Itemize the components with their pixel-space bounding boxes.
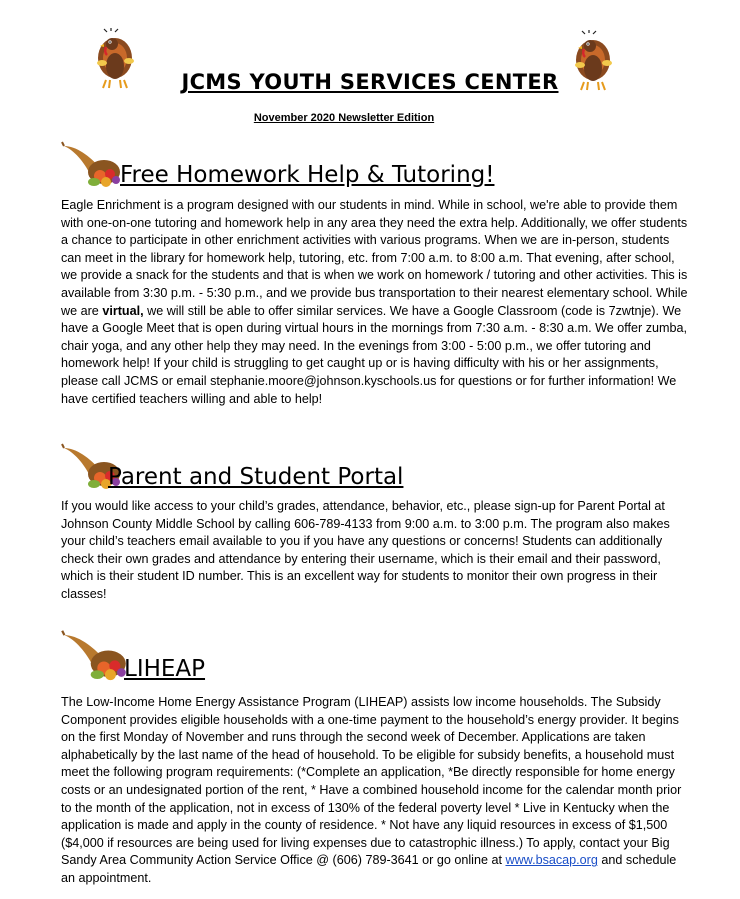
portal-paragraph: If you would like access to your child’s grades, attendance, behavior, etc., please sign-up for Parent Portal at Johnson County Middle School by calling 606-789-4133 from 9:00 a.m. to 3:00 p.m. The program also makes your child’s teachers email available to you if you have any questions or concerns! Students can additionally check their own grades and attendance by entering their username, which is their email and their password, which is their student ID number. This is an excellent way for students to monitor their own progress in their classes!	[61, 499, 670, 601]
cornucopia-icon	[60, 140, 122, 190]
section-heading-liheap: LIHEAP	[124, 656, 206, 682]
edition-subtitle: November 2020 Newsletter Edition	[253, 112, 435, 124]
homework-paragraph: Eagle Enrichment is a program designed with our students in mind. While in school, we're able to provide them with one-on-one tutoring and homework help in any area they need the extra help. Additionally, we offer students a chance to participate in other enrichment activities with various programs. When we are in-person, students can meet in the library for homework help, tutoring, etc. from 7:00 a.m. to 8:00 a.m. That evening, after school, we provide a snack for the students and that is when we work on homework / tutoring and other activities. This is available from 3:30 p.m. - 5:30 p.m., and we provide bus transportation to their nearest elementary school. While we are virtual, we will still be able to offer similar services. We have a Google Classroom (code is 7zwtnje). We have a Google Meet that is open during virtual hours in the mornings from 7:30 a.m. - 8:30 a.m. We offer zumba, chair yoga, and any other help they may need. In the evenings from 3:00 - 5:00 p.m., we offer tutoring and homework help! If your child is struggling to get caught up or is having difficulty with his or her assignments, please call JCMS or email stephanie.moore@johnson.kyschools.us for questions or for further information! We have certified teachers willing and able to help!	[61, 198, 688, 406]
bsacap-link[interactable]: www.bsacap.org	[505, 853, 598, 868]
newsletter-title: JCMS YOUTH SERVICES CENTER	[181, 70, 559, 94]
liheap-paragraph: The Low-Income Home Energy Assistance Program (LIHEAP) assists low income households. The Subsidy Component provides eligible households with a one-time payment to the household’s energy provider. It begins on the first Monday of November and runs through the second week of December. Applications are taken alphabetically by the last name of the head of household. To be eligible for subsidy benefits, a household must meet the following program requirements: (*Complete an application, *Be directly responsible for home energy costs or an undesignated portion of the rent, * Have a combined household income for the calendar month prior to the month of the application, not in excess of 130% of the federal poverty level * Live in Kentucky when the application is made and apply in the county of residence. * Not have any liquid resources in excess of $1,500 ($4,000 if resources are being used for living expenses due to catastrophic illness.) To apply, contact your Big Sandy Area Community Action Service Office @ (606) 789-3641 or go online at www.bsacap.org and schedule an appointment.	[61, 695, 682, 885]
section-heading-portal: Parent and Student Portal	[108, 464, 404, 490]
cornucopia-icon	[60, 628, 128, 684]
virtual-emphasis: virtual,	[102, 303, 144, 318]
section-heading-homework: Free Homework Help & Tutoring!	[120, 162, 495, 188]
